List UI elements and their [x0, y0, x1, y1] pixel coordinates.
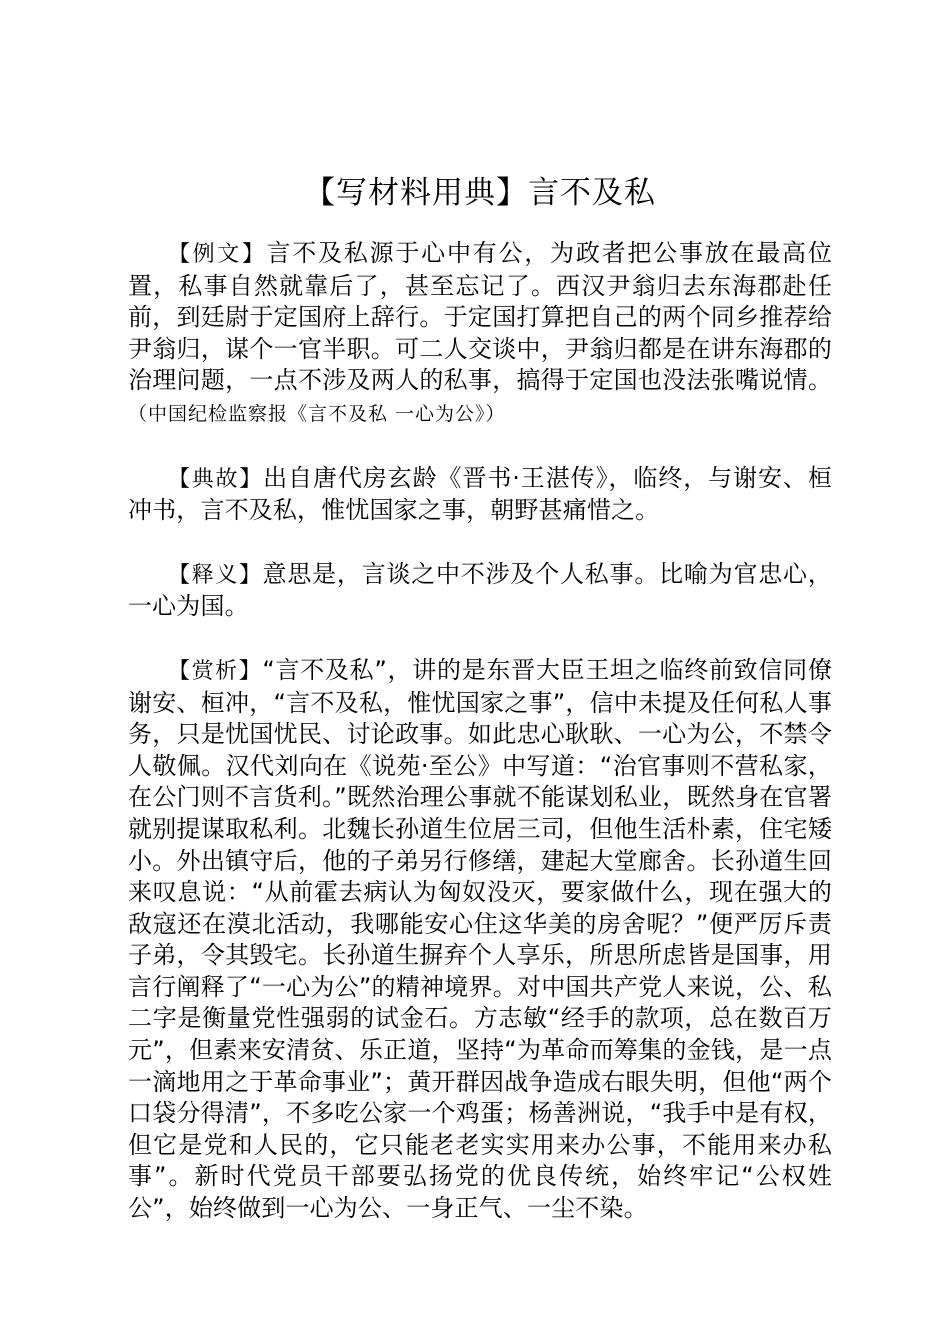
section-text: 出自唐代房玄龄《晋书·王湛传》，临终，与谢安、桓冲书，言不及私，惟忧国家之事，朝野甚痛惜之。 [128, 463, 832, 525]
section-text: “言不及私”，讲的是东晋大臣王坦之临终前致信同僚谢安、桓冲，“言不及私，惟忧国家之事”，信中未提及任何私人事务，只是忧国忧民、讨论政事。如此忠心耿耿、一心为公，不禁令人敬佩。汉代刘向在《说苑·至公》中写道：“治官事则不营私家，在公门则不言货利。”既然治理公事就不能谋划私业，既然身在官署就别提谋取私利。北魏长孙道生位居三司，但他生活朴素，住宅矮小。外出镇守后，他的子弟另行修缮，建起大堂廊舍。长孙道生回来叹息说：“从前霍去病认为匈奴没灭，要家做什么，现在强大的敌寇还在漠北活动，我哪能安心住这华美的房舍呢？”便严厉斥责子弟，令其毁宅。长孙道生摒弃个人享乐，所思所虑皆是国事，用言行阐释了“一心为公”的精神境界。对中国共产党人来说，公、私二字是衡量党性强弱的试金石。方志敏“经手的款项，总在数百万元”，但素来安清贫、乐正道，坚持“为革命而筹集的金钱，是一点一滴地用之于革命事业”；黄开群因战争造成右眼失明，但他“两个口袋分得清”，不多吃公家一个鸡蛋；杨善洲说，“我手中是有权，但它是党和人民的，它只能老老实实用来办公事，不能用来办私事”。新时代党员干部要弘扬党的优良传统，始终牢记“公权姓公”，始终做到一心为公、一身正气、一尘不染。 [128, 655, 832, 1223]
section-tag: 【例文】 [168, 242, 267, 267]
document-title: 【写材料用典】言不及私 [304, 175, 656, 211]
section-allusion [128, 463, 832, 527]
section-example [128, 238, 832, 431]
section-text: 言不及私源于心中有公，为政者把公事放在最高位置，私事自然就靠后了，甚至忘记了。西汉尹翁归去东海郡赴任前，到廷尉于定国府上辞行。于定国打算把自己的两个同乡推荐给尹翁归，谋个一官半职。可二人交谈中，尹翁归都是在讲东海郡的治理问题，一点不涉及两人的私事，搞得于定国也没法张嘴说情。 [128, 239, 832, 395]
section-meaning [128, 559, 832, 623]
section-tag: 【赏析】 [168, 658, 263, 684]
section-appreciation [128, 655, 832, 1225]
section-tag: 【释义】 [168, 562, 263, 588]
section-text: 意思是，言谈之中不涉及个人私事。比喻为官忠心，一心为国。 [128, 559, 832, 621]
document-page [128, 170, 832, 1257]
source-citation: （中国纪检监察报《言不及私 一心为公》） [128, 402, 506, 425]
section-tag: 【典故】 [168, 466, 264, 492]
